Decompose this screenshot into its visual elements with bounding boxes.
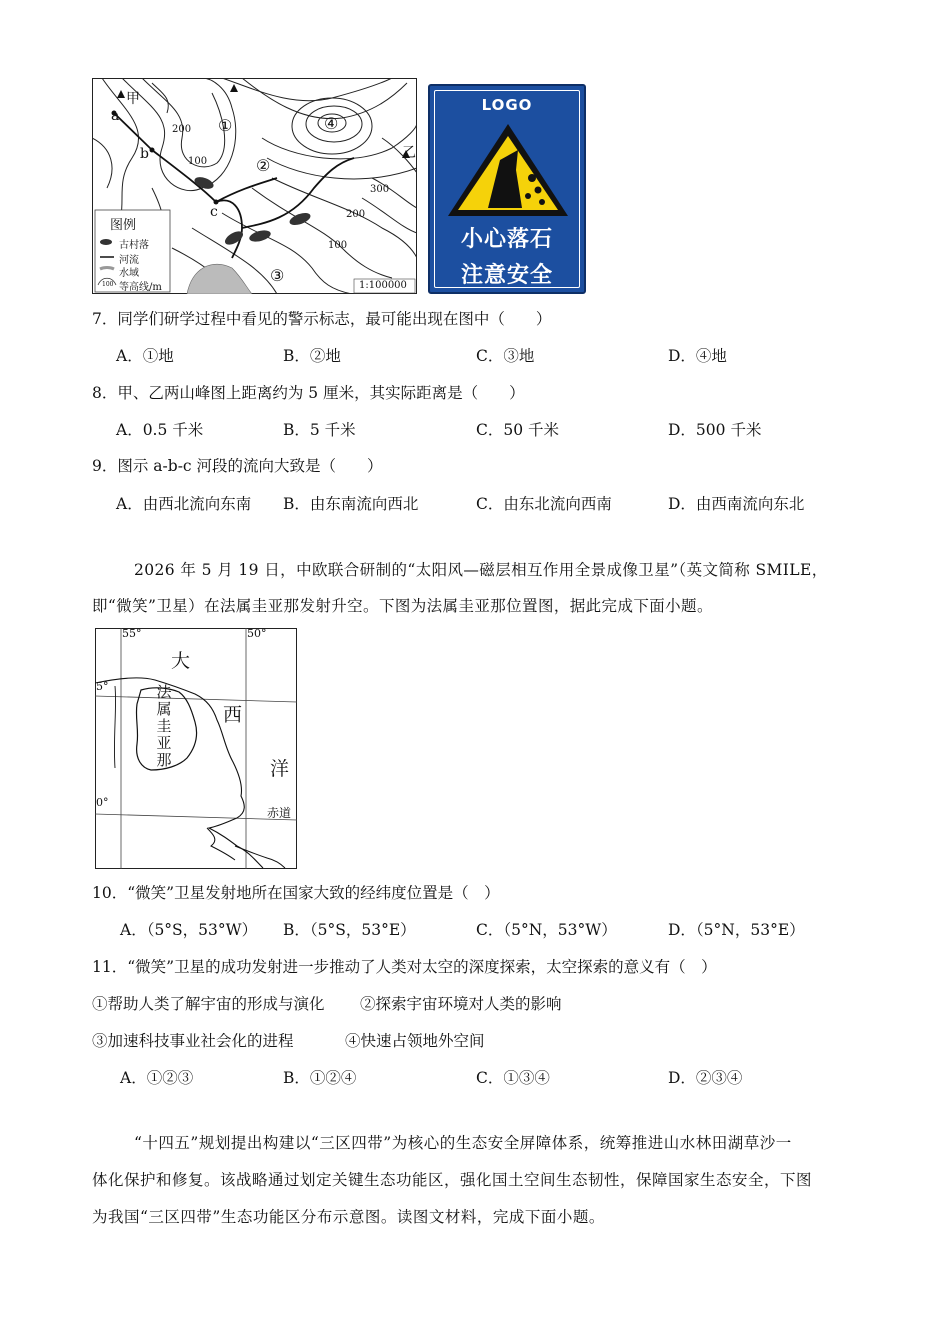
- q8-option-c[interactable]: C．50 千米: [476, 421, 560, 439]
- q7-option-c[interactable]: C．③地: [476, 347, 535, 365]
- warning-sign: [428, 84, 586, 294]
- q8-stem: 8．甲、乙两山峰图上距离约为 5 厘米，其实际距离是（ ）: [92, 384, 525, 402]
- sign-text-line1: 小心落石: [460, 227, 553, 252]
- ocean-label-2: 西: [223, 704, 243, 726]
- q11-option-c[interactable]: C．①③④: [476, 1069, 550, 1087]
- elevation-label: 100: [188, 156, 208, 167]
- label-point-a: a: [111, 108, 120, 124]
- q10-option-d[interactable]: D．（5°N，53°E）: [668, 921, 805, 939]
- legend-contour-sample: 100: [102, 281, 114, 288]
- passage3-line3: 为我国“三区四带”生态功能区分布示意图。读图文材料，完成下面小题。: [92, 1208, 605, 1226]
- label-site-1: ①: [218, 116, 233, 135]
- q7-option-a[interactable]: A．①地: [116, 347, 174, 365]
- legend-item-contour: 等高线/m: [119, 282, 162, 293]
- passage3-line1: “十四五”规划提出构建以“三区四带”为核心的生态安全屏障体系，统筹推进山水林田湖草沙一: [134, 1134, 792, 1152]
- q11-item-4: ④快速占领地外空间: [345, 1032, 485, 1050]
- sign-logo: LOGO: [481, 96, 533, 114]
- passage3-line2: 体化保护和修复。该战略通过划定关键生态功能区，强化国土空间生态韧性，保障国家生态安全，下图: [92, 1171, 813, 1189]
- q8-option-d[interactable]: D．500 千米: [668, 421, 762, 439]
- q8-option-b[interactable]: B．5 千米: [283, 421, 356, 439]
- q10-option-c[interactable]: C．（5°N，53°W）: [476, 921, 617, 939]
- q9-option-a[interactable]: A．由西北流向东南: [116, 495, 252, 513]
- q11-item-2: ②探索宇宙环境对人类的影响: [360, 995, 562, 1013]
- q11-item-1: ①帮助人类了解宇宙的形成与演化: [92, 995, 325, 1013]
- label-site-4: ④: [324, 114, 339, 133]
- lon-55-label: 55°: [122, 627, 142, 640]
- lat-0-label: 0°: [96, 796, 109, 809]
- french-guiana-map: [95, 628, 297, 869]
- q8-option-a[interactable]: A．0.5 千米: [116, 421, 204, 439]
- legend-item-water: 水域: [119, 268, 139, 279]
- sign-text-line2: 注意安全: [460, 263, 553, 288]
- q9-stem: 9．图示 a-b-c 河段的流向大致是（ ）: [92, 457, 383, 475]
- q11-item-3: ③加速科技事业社会化的进程: [92, 1032, 294, 1050]
- q11-option-a[interactable]: A．①②③: [120, 1069, 194, 1087]
- elevation-label: 100: [328, 240, 348, 251]
- q11-option-b[interactable]: B．①②④: [283, 1069, 357, 1087]
- q10-option-a[interactable]: A．（5°S，53°W）: [120, 921, 258, 939]
- contour-map: [92, 78, 417, 294]
- contour-map-svg: [92, 78, 417, 294]
- legend-item-village: 古村落: [119, 240, 149, 251]
- french-guiana-map-svg: [95, 628, 297, 869]
- q11-stem: 11．“微笑”卫星的成功发射进一步推动了人类对太空的深度探索，太空探索的意义有（ ）: [92, 958, 717, 976]
- q9-option-d[interactable]: D．由西南流向东北: [668, 495, 805, 513]
- q10-option-b[interactable]: B．（5°S，53°E）: [283, 921, 416, 939]
- elevation-label: 200: [172, 124, 192, 135]
- lon-50-label: 50°: [247, 627, 267, 640]
- passage2-line2: 即“微笑”卫星）在法属圭亚那发射升空。下图为法属圭亚那位置图，据此完成下面小题。: [92, 597, 713, 615]
- label-point-c: c: [210, 204, 218, 220]
- legend-item-river: 河流: [119, 255, 139, 266]
- q7-option-b[interactable]: B．②地: [283, 347, 341, 365]
- falling-rock-icon: [444, 120, 572, 220]
- q11-option-d[interactable]: D．②③④: [668, 1069, 743, 1087]
- elevation-label: 200: [346, 209, 366, 220]
- q10-stem: 10．“微笑”卫星发射地所在国家大致的经纬度位置是（ ）: [92, 884, 500, 902]
- ocean-label-1: 大: [171, 650, 191, 672]
- legend-title: 图例: [110, 218, 137, 233]
- label-site-3: ③: [270, 266, 285, 285]
- label-site-2: ②: [256, 156, 271, 175]
- q7-stem: 7．同学们研学过程中看见的警示标志，最可能出现在图中（ ）: [92, 310, 552, 328]
- lat-5-label: 5°: [96, 680, 109, 693]
- q9-option-b[interactable]: B．由东南流向西北: [283, 495, 419, 513]
- map-scale: 1:100000: [359, 280, 407, 291]
- elevation-label: 300: [370, 184, 390, 195]
- country-label: 法 属 圭 亚 那: [156, 683, 172, 769]
- label-yi: 乙: [402, 145, 416, 161]
- label-jia: 甲: [126, 91, 140, 107]
- label-point-b: b: [140, 146, 149, 162]
- q7-option-d[interactable]: D．④地: [668, 347, 727, 365]
- ocean-label-3: 洋: [270, 758, 290, 780]
- passage2-line1: 2026 年 5 月 19 日，中欧联合研制的“太阳风—磁层相互作用全景成像卫星”（英文简称 SMILE，: [134, 561, 828, 579]
- q9-option-c[interactable]: C．由东北流向西南: [476, 495, 612, 513]
- equator-label: 赤道: [267, 806, 292, 820]
